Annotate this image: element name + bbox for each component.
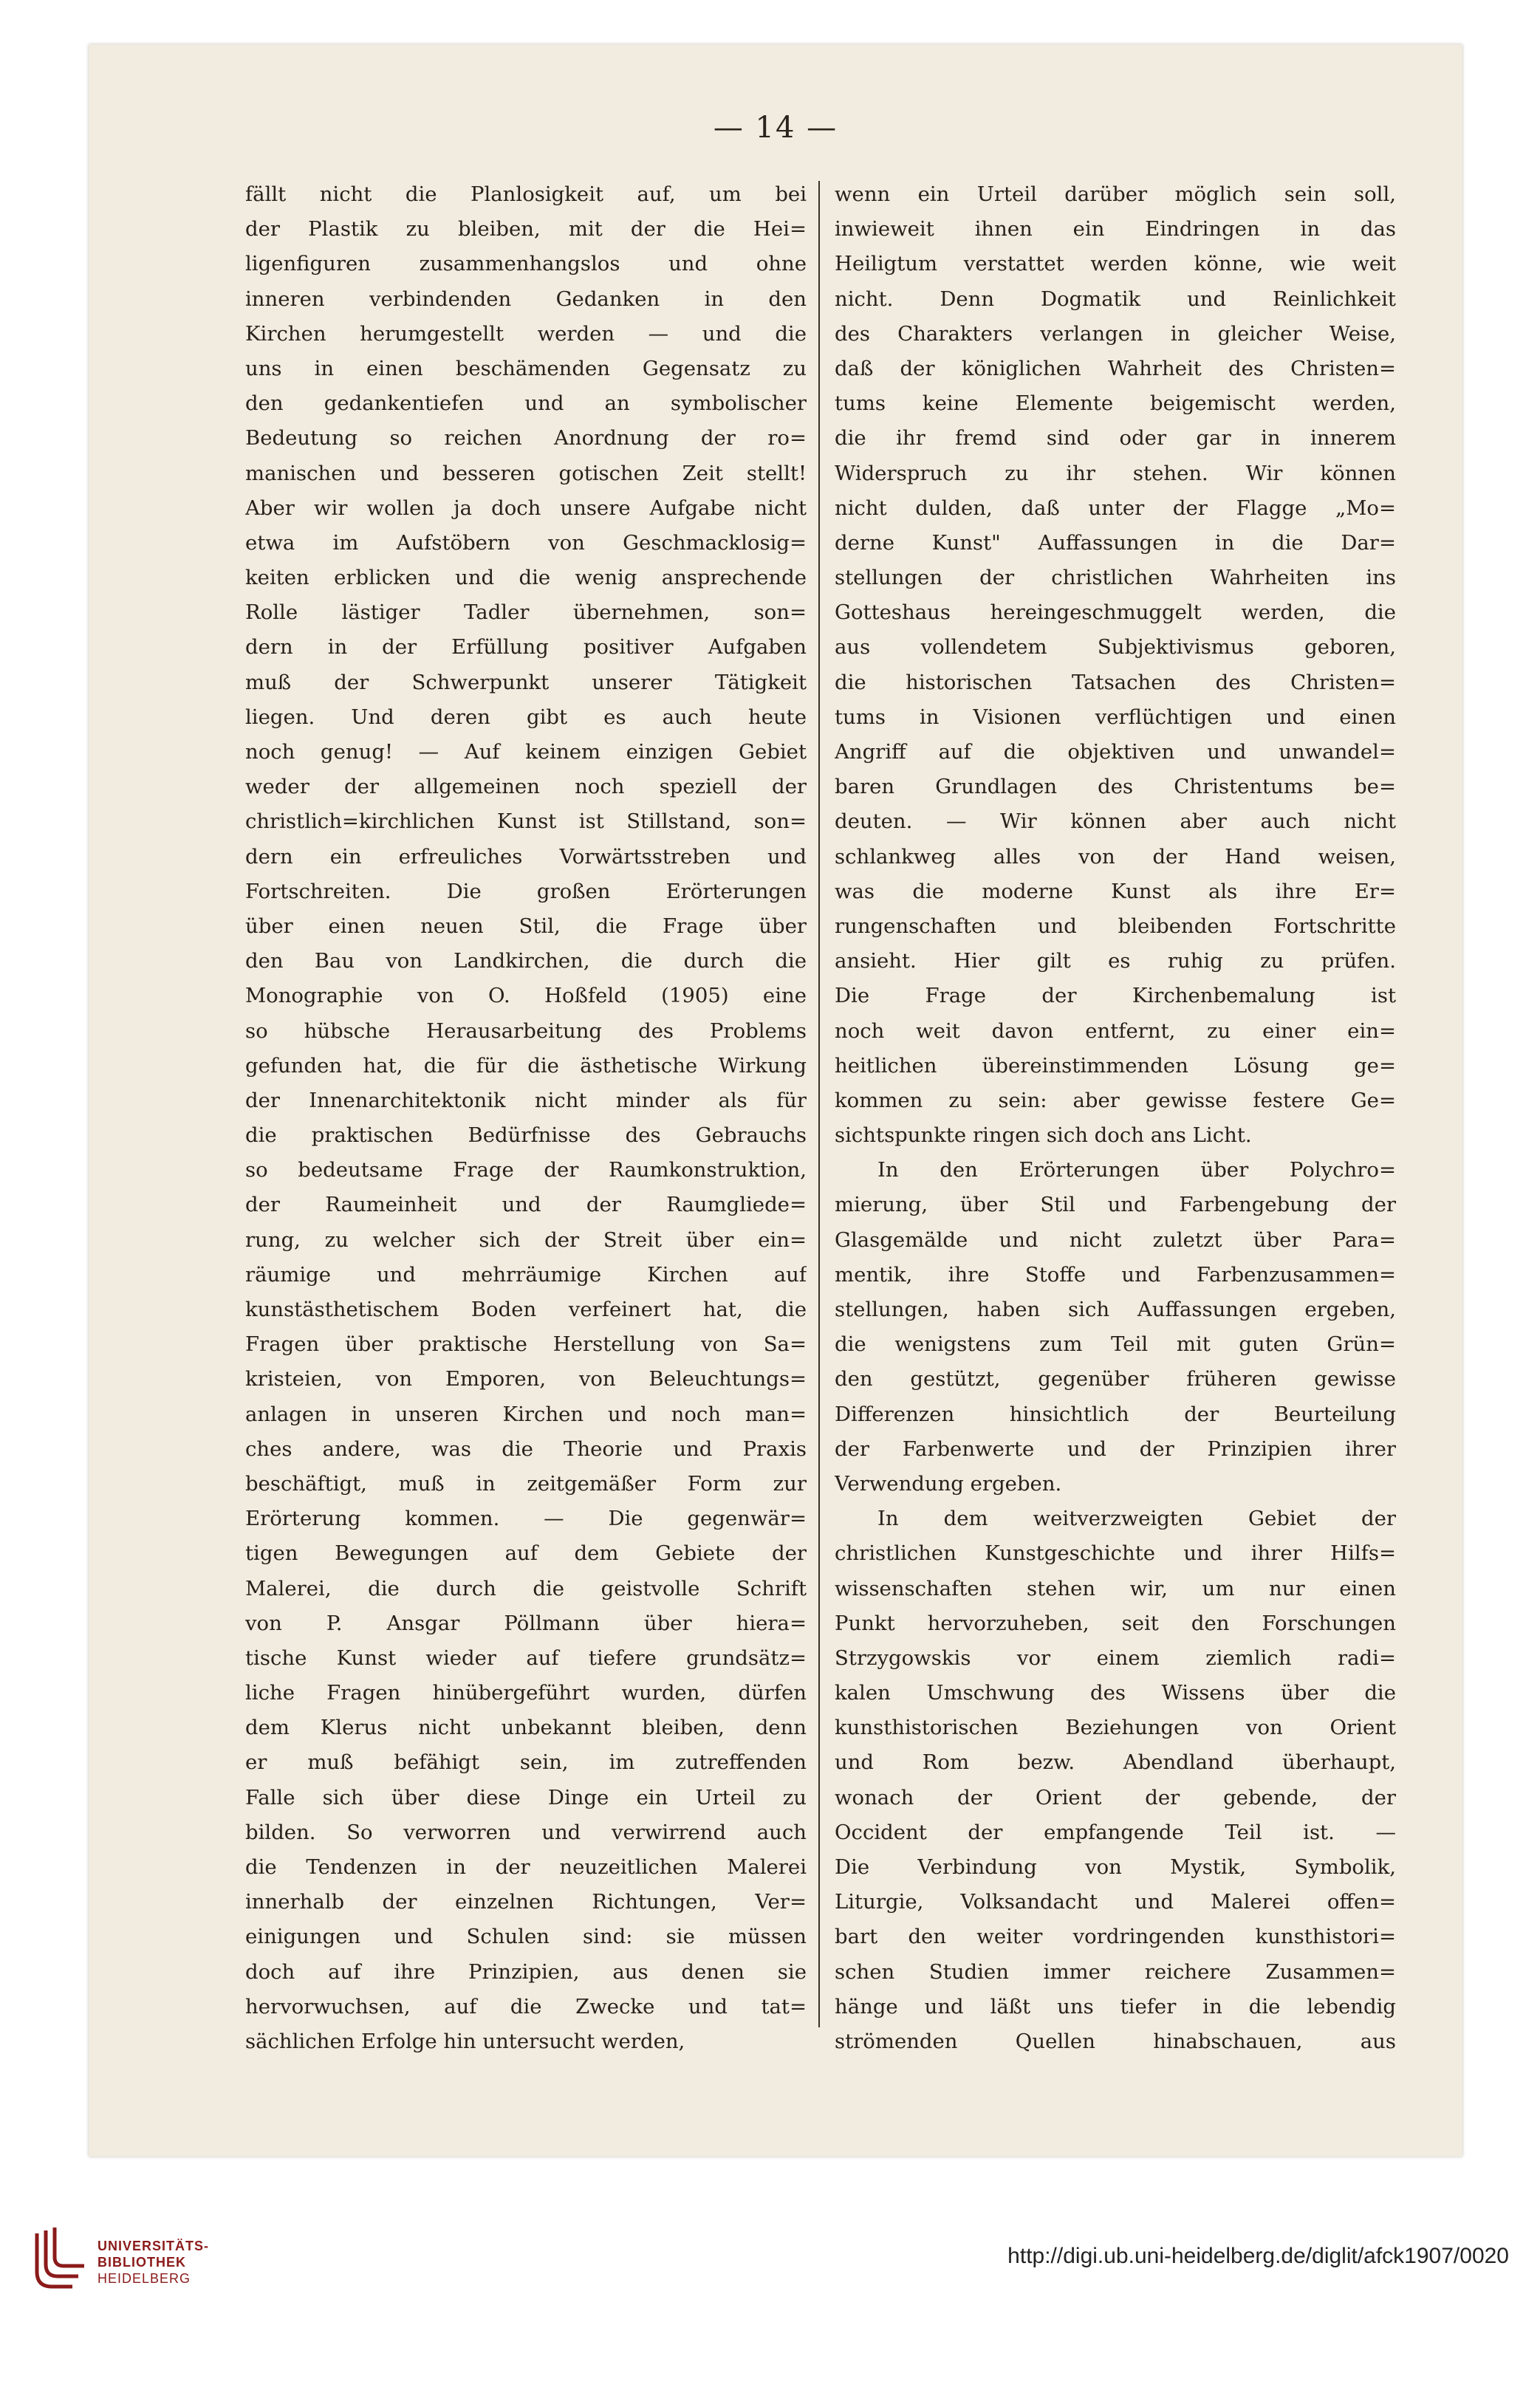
text-column-right	[835, 177, 1396, 2059]
text-line: stellungen, haben sich Auffassungen ergeben,	[835, 1298, 1396, 1321]
text-line: Bedeutung so reichen Anordnung der ro=	[245, 426, 807, 451]
text-line: sächlichen Erfolge hin untersucht werden,	[245, 2029, 685, 2053]
text-line: Kirchen herumgestellt werden — und die	[245, 321, 807, 346]
text-line: In dem weitverzweigten Gebiet der	[877, 1507, 1396, 1531]
text-line: der Plastik zu bleiben, mit der die Hei=	[245, 217, 807, 242]
text-line: den gedankentiefen und an symbolischer	[245, 391, 807, 416]
text-line: manischen und besseren gotischen Zeit stellt!	[245, 461, 807, 485]
text-line: inneren verbindenden Gedanken in den	[245, 287, 807, 311]
text-line: tische Kunst wieder auf tiefere grundsätz=	[245, 1646, 807, 1670]
text-line: Die Verbindung von Mystik, Symbolik,	[835, 1855, 1396, 1879]
text-line: nicht. Denn Dogmatik und Reinlichkeit	[835, 287, 1396, 311]
text-line: wissenschaften stehen wir, um nur einen	[835, 1576, 1396, 1600]
text-line: anlagen in unseren Kirchen und noch man=	[245, 1402, 807, 1426]
text-line: Glasgemälde und nicht zuletzt über Para=	[835, 1227, 1396, 1252]
text-line: so hübsche Herausarbeitung des Problems	[245, 1018, 807, 1043]
text-line: er muß befähigt sein, im zutreffenden	[245, 1750, 807, 1775]
text-line: kunstästhetischem Boden verfeinert hat, die	[245, 1298, 807, 1321]
text-line: räumige und mehrräumige Kirchen auf	[245, 1262, 807, 1287]
text-line: Fortschreiten. Die großen Erörterungen	[245, 879, 807, 903]
library-logo-icon	[30, 2228, 89, 2294]
text-line: Gotteshaus hereingeschmuggelt werden, die	[835, 600, 1396, 625]
text-line: tigen Bewegungen auf dem Gebiete der	[245, 1541, 807, 1566]
library-name-line1: UNIVERSITÄTS-	[97, 2239, 210, 2253]
text-line: wenn ein Urteil darüber möglich sein soll,	[835, 182, 1396, 206]
text-line: kristeien, von Emporen, von Beleuchtungs=	[245, 1367, 807, 1391]
text-line: sichtspunkte ringen sich doch ans Licht.	[835, 1123, 1252, 1148]
text-line: was die moderne Kunst als ihre Er=	[835, 879, 1396, 903]
text-line: der Innenarchitektonik nicht minder als für	[245, 1088, 807, 1112]
text-line: schen Studien immer reichere Zusammen=	[835, 1959, 1396, 1984]
text-line: Falle sich über diese Dinge ein Urteil zu	[245, 1785, 807, 1809]
text-line: des Charakters verlangen in gleicher Weise,	[835, 321, 1396, 346]
library-name	[97, 2238, 209, 2287]
footer-bar	[0, 2164, 1540, 2390]
text-line: Widerspruch zu ihr stehen. Wir können	[835, 461, 1396, 485]
text-line: heitlichen übereinstimmenden Lösung ge=	[835, 1053, 1396, 1078]
text-line: tums keine Elemente beigemischt werden,	[835, 391, 1396, 416]
text-line: kalen Umschwung des Wissens über die	[835, 1681, 1396, 1705]
text-line: der Raumeinheit und der Raumgliede=	[245, 1193, 807, 1217]
text-line: etwa im Aufstöbern von Geschmacklosig=	[245, 530, 807, 555]
text-line: kunsthistorischen Beziehungen von Orient	[835, 1716, 1396, 1740]
text-line: hervorwuchsen, auf die Zwecke und tat=	[245, 1994, 807, 2019]
column-divider	[818, 181, 820, 2027]
text-line: den gestützt, gegenüber früheren gewisse	[835, 1367, 1396, 1391]
text-line: gefunden hat, die für die ästhetische Wirkung	[245, 1053, 807, 1078]
text-line: Differenzen hinsichtlich der Beurteilung	[835, 1402, 1396, 1426]
text-line: dern ein erfreuliches Vorwärtsstreben und	[245, 844, 807, 869]
text-line: Strzygowskis vor einem ziemlich radi=	[835, 1646, 1396, 1670]
text-line: tums in Visionen verflüchtigen und einen	[835, 705, 1396, 729]
text-line: die historischen Tatsachen des Christen=	[835, 670, 1396, 694]
text-line: Heiligtum verstattet werden könne, wie weit	[835, 252, 1396, 276]
text-line: Liturgie, Volksandacht und Malerei offen=	[835, 1890, 1396, 1914]
text-line: Aber wir wollen ja doch unsere Aufgabe nicht	[245, 496, 807, 520]
text-line: Monographie von O. Hoßfeld (1905) eine	[245, 984, 807, 1008]
text-line: stellungen der christlichen Wahrheiten ins	[835, 566, 1396, 590]
text-line: dem Klerus nicht unbekannt bleiben, denn	[245, 1716, 807, 1740]
text-line: Die Frage der Kirchenbemalung ist	[835, 984, 1396, 1008]
text-line: weder der allgemeinen noch speziell der	[245, 775, 807, 799]
text-line: wonach der Orient der gebende, der	[835, 1785, 1396, 1809]
text-line: Verwendung ergeben.	[835, 1471, 1062, 1496]
text-line: einigungen und Schulen sind: sie müssen	[245, 1925, 807, 1949]
scanned-page	[89, 44, 1462, 2157]
text-line: aus vollendetem Subjektivismus geboren,	[835, 635, 1396, 660]
text-line: liegen. Und deren gibt es auch heute	[245, 705, 807, 729]
text-line: daß der königlichen Wahrheit des Christen=	[835, 356, 1396, 380]
text-line: ansieht. Hier gilt es ruhig zu prüfen.	[835, 949, 1396, 973]
text-line: liche Fragen hinübergeführt wurden, dürfen	[245, 1681, 807, 1705]
library-name-line3: HEIDELBERG	[97, 2271, 191, 2286]
text-line: noch weit davon entfernt, zu einer ein=	[835, 1018, 1396, 1043]
text-line: Fragen über praktische Herstellung von Sa=	[245, 1332, 807, 1357]
text-line: nicht dulden, daß unter der Flagge „Mo=	[835, 496, 1396, 520]
library-name-line2: BIBLIOTHEK	[97, 2255, 186, 2270]
source-url-link[interactable]: http://digi.ub.uni-heidelberg.de/diglit/afck1907/0020	[1007, 2244, 1509, 2268]
text-line: den Bau von Landkirchen, die durch die	[245, 949, 807, 973]
text-line: die praktischen Bedürfnisse des Gebrauchs	[245, 1123, 807, 1148]
text-line: kommen zu sein: aber gewisse festere Ge=	[835, 1088, 1396, 1112]
text-line: In den Erörterungen über Polychro=	[877, 1158, 1396, 1182]
text-line: baren Grundlagen des Christentums be=	[835, 775, 1396, 799]
text-line: keiten erblicken und die wenig ansprechende	[245, 566, 807, 590]
text-line: deuten. — Wir können aber auch nicht	[835, 809, 1396, 834]
text-line: rungenschaften und bleibenden Fortschritte	[835, 914, 1396, 938]
text-line: beschäftigt, muß in zeitgemäßer Form zur	[245, 1471, 807, 1496]
text-line: Malerei, die durch die geistvolle Schrift	[245, 1576, 807, 1600]
text-line: Punkt hervorzuheben, seit den Forschungen	[835, 1611, 1396, 1635]
text-line: doch auf ihre Prinzipien, aus denen sie	[245, 1959, 807, 1984]
text-line: Angriff auf die objektiven und unwandel=	[835, 740, 1396, 764]
text-line: ligenfiguren zusammenhangslos und ohne	[245, 252, 807, 276]
text-line: uns in einen beschämenden Gegensatz zu	[245, 356, 807, 380]
text-line: und Rom bezw. Abendland überhaupt,	[835, 1750, 1396, 1775]
text-line: die wenigstens zum Teil mit guten Grün=	[835, 1332, 1396, 1357]
text-line: muß der Schwerpunkt unserer Tätigkeit	[245, 670, 807, 694]
text-line: christlichen Kunstgeschichte und ihrer Hilfs=	[835, 1541, 1396, 1566]
text-line: noch genug! — Auf keinem einzigen Gebiet	[245, 740, 807, 764]
text-line: ches andere, was die Theorie und Praxis	[245, 1437, 807, 1461]
text-line: derne Kunst" Auffassungen in die Dar=	[835, 530, 1396, 555]
text-line: innerhalb der einzelnen Richtungen, Ver=	[245, 1890, 807, 1914]
text-line: Erörterung kommen. — Die gegenwär=	[245, 1507, 807, 1531]
page-number: — 14 —	[713, 111, 838, 145]
text-line: rung, zu welcher sich der Streit über ein=	[245, 1227, 807, 1252]
text-line: Occident der empfangende Teil ist. —	[835, 1820, 1396, 1844]
text-line: fällt nicht die Planlosigkeit auf, um bei	[245, 182, 807, 206]
text-line: schlankweg alles von der Hand weisen,	[835, 844, 1396, 869]
text-line: dern in der Erfüllung positiver Aufgaben	[245, 635, 807, 660]
text-column-left	[245, 177, 807, 2059]
text-line: christlich=kirchlichen Kunst ist Stillstand, son=	[245, 809, 807, 834]
text-line: der Farbenwerte und der Prinzipien ihrer	[835, 1437, 1396, 1461]
text-line: strömenden Quellen hinabschauen, aus	[835, 2029, 1396, 2053]
text-line: hänge und läßt uns tiefer in die lebendig	[835, 1994, 1396, 2019]
text-line: Rolle lästiger Tadler übernehmen, son=	[245, 600, 807, 625]
text-line: bart den weiter vordringenden kunsthistori=	[835, 1925, 1396, 1949]
text-line: inwieweit ihnen ein Eindringen in das	[835, 217, 1396, 242]
text-line: die ihr fremd sind oder gar in innerem	[835, 426, 1396, 451]
text-line: mentik, ihre Stoffe und Farbenzusammen=	[835, 1262, 1396, 1287]
text-line: bilden. So verworren und verwirrend auch	[245, 1820, 807, 1844]
text-line: so bedeutsame Frage der Raumkonstruktion,	[245, 1158, 807, 1182]
text-line: von P. Ansgar Pöllmann über hiera=	[245, 1611, 807, 1635]
text-line: mierung, über Stil und Farbengebung der	[835, 1193, 1396, 1217]
text-line: die Tendenzen in der neuzeitlichen Malerei	[245, 1855, 807, 1879]
text-line: über einen neuen Stil, die Frage über	[245, 914, 807, 938]
